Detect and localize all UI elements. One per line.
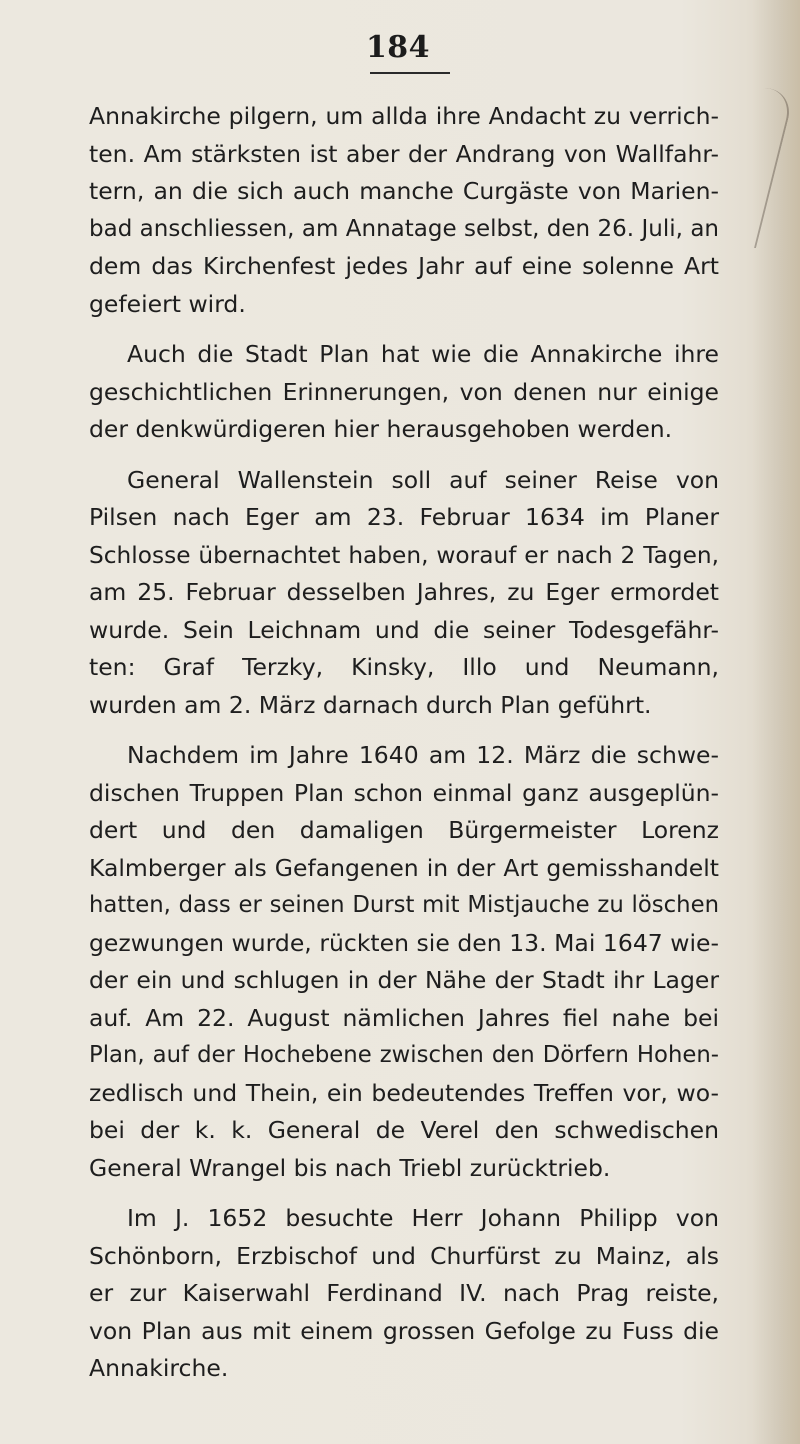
text-line: tern, an die sich auch manche Curgäste von Marien-	[89, 177, 719, 205]
text-line: wurden am 2. März darnach durch Plan geführt.	[89, 690, 652, 719]
body-text	[89, 98, 719, 1388]
text-line: zedlisch und Thein, ein bedeutendes Treffen vor, wo-	[89, 1078, 719, 1107]
paragraph-1	[89, 98, 719, 323]
text-line: wurde. Sein Leichnam und die seiner Todesgefähr-	[89, 615, 719, 644]
text-line: Schlosse übernachtet haben, worauf er nach 2 Tagen,	[89, 541, 719, 569]
text-line: Kalmberger als Gefangenen in der Art gemisshandelt	[89, 853, 719, 882]
text-line: General Wrangel bis nach Triebl zurücktrieb.	[89, 1153, 611, 1182]
text-line: bad anschliessen, am Annatage selbst, den 26. Juli, an	[89, 215, 719, 242]
page-number-underline	[370, 72, 450, 74]
paragraph-5	[89, 1200, 719, 1388]
text-line: dert und den damaligen Bürgermeister Lorenz	[89, 816, 719, 844]
text-line: ten. Am stärksten ist aber der Andrang von Wallfahr-	[89, 139, 719, 168]
text-line: bei der k. k. General de Verel den schwedischen	[89, 1116, 719, 1144]
text-line: gefeiert wird.	[89, 289, 246, 318]
text-line: Auch die Stadt Plan hat wie die Annakirche ihre	[127, 340, 719, 368]
text-line: der denkwürdigeren hier herausgehoben werden.	[89, 415, 673, 443]
text-line: der ein und schlugen in der Nähe der Stadt ihr Lager	[89, 966, 719, 994]
text-line: Nachdem im Jahre 1640 am 12. März die schwe-	[127, 741, 719, 769]
paragraph-4	[89, 737, 719, 1187]
text-line: dischen Truppen Plan schon einmal ganz ausgeplün-	[89, 778, 719, 807]
text-line: Annakirche pilgern, um allda ihre Andacht zu verrich-	[89, 102, 719, 130]
text-line: auf. Am 22. August nämlichen Jahres fiel nahe bei	[89, 1003, 719, 1032]
text-line: General Wallenstein soll auf seiner Reise von	[127, 465, 719, 494]
page-number: 184	[365, 30, 431, 65]
text-line: hatten, dass er seinen Durst mit Mistjauche zu löschen	[89, 892, 719, 918]
text-line: am 25. Februar desselben Jahres, zu Eger ermordet	[89, 578, 719, 606]
text-line: Annakirche.	[89, 1354, 229, 1382]
text-line: Plan, auf der Hochebene zwischen den Dörfern Hohen-	[89, 1042, 719, 1068]
text-line: dem das Kirchenfest jedes Jahr auf eine solenne Art	[89, 252, 719, 280]
text-line: ten: Graf Terzky, Kinsky, Illo und Neumann,	[89, 653, 719, 681]
text-line: er zur Kaiserwahl Ferdinand IV. nach Prag reiste,	[89, 1279, 719, 1307]
text-line: geschichtlichen Erinnerungen, von denen nur einige	[89, 377, 719, 406]
text-line: Schönborn, Erzbischof und Churfürst zu Mainz, als	[89, 1241, 719, 1270]
paragraph-2	[89, 336, 719, 449]
text-line: von Plan aus mit einem grossen Gefolge zu Fuss die	[89, 1316, 719, 1345]
text-line: Pilsen nach Eger am 23. Februar 1634 im Planer	[89, 503, 719, 531]
text-line: Im J. 1652 besuchte Herr Johann Philipp von	[127, 1204, 719, 1232]
text-line: gezwungen wurde, rückten sie den 13. Mai 1647 wie-	[89, 928, 719, 957]
paragraph-3	[89, 462, 719, 725]
